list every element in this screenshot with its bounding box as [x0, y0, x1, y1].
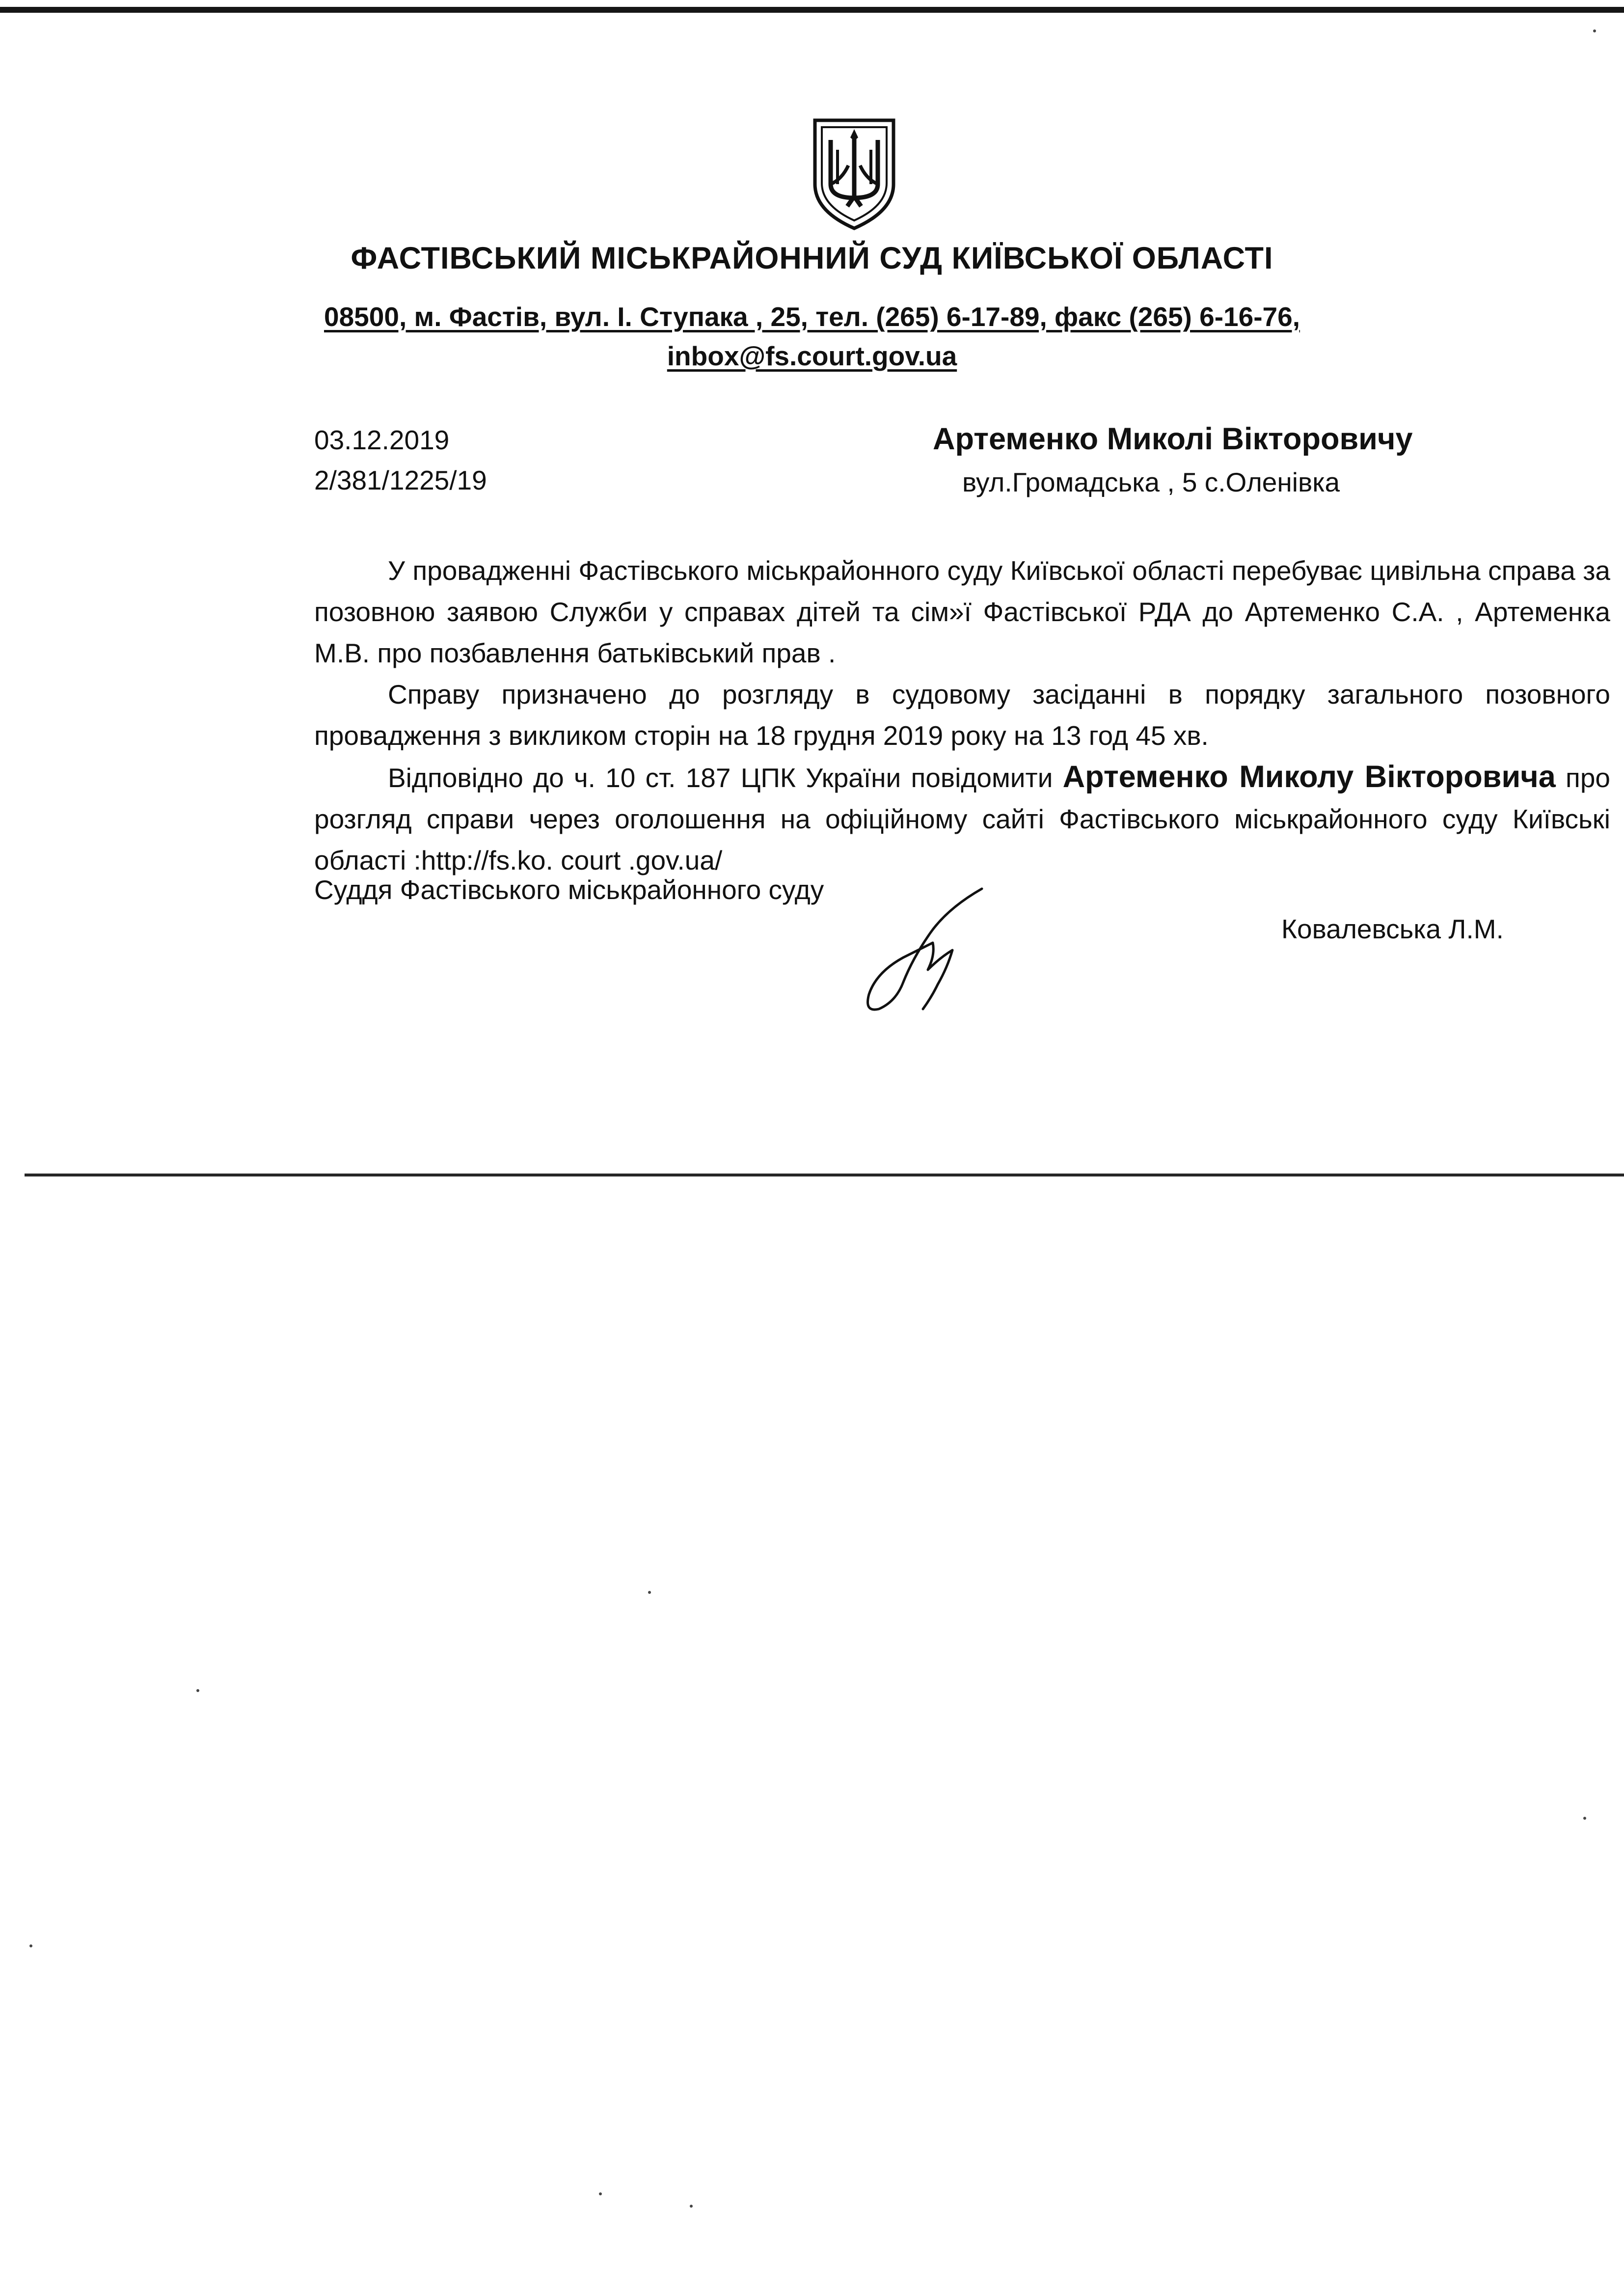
trident-coat-of-arms-icon — [805, 110, 903, 233]
court-address — [0, 297, 1624, 376]
scan-speck — [29, 1944, 32, 1947]
letter-body — [314, 550, 1610, 881]
judge-title: Суддя Фастівського міськрайонного суду — [314, 875, 824, 905]
body-paragraph-3 — [314, 756, 1610, 881]
body-paragraph-3-intro: Відповідно до ч. 10 ст. 187 ЦПК України повідомити — [388, 763, 1053, 793]
scan-speck — [196, 1689, 199, 1692]
separator-line — [25, 1174, 1624, 1176]
body-paragraph-1: У провадженні Фастівського міськрайонного суду Київської області перебуває цивільна справа за позовною заявою Служби у справах дітей та сім»ї Фастівської РДА до Артеменко С.А. , Артеменка М.В. про позбавлення батьківський прав . — [314, 555, 1610, 668]
court-name: ФАСТІВСЬКИЙ МІСЬКРАЙОННИЙ СУД КИЇВСЬКОЇ ОБЛАСТІ — [351, 241, 1273, 275]
handwritten-signature-icon — [849, 884, 997, 1021]
court-address-line-1: 08500, м. Фастів, вул. І. Ступака , 25, тел. (265) 6-17-89, факс (265) 6-16-76, — [324, 301, 1300, 332]
recipient-block — [933, 417, 1413, 504]
document-date: 03.12.2019 — [314, 425, 450, 455]
scan-speck — [1593, 29, 1596, 32]
recipient-name: Артеменко Миколі Вікторовичу — [933, 422, 1413, 456]
top-border-line — [0, 7, 1624, 13]
recipient-address: вул.Громадська , 5 с.Оленівка — [962, 467, 1340, 497]
judge-name: Ковалевська Л.М. — [1281, 914, 1504, 944]
document-meta — [314, 420, 487, 500]
scan-speck — [1583, 1817, 1586, 1820]
body-paragraph-3-rest: про розгляд справи через оголошення на офіційному сайті Фастівського міськрайонного суду Київські області :http://fs.ko. court .gov.ua/ — [314, 763, 1610, 875]
court-email-link[interactable]: inbox@fs.court.gov.ua — [667, 341, 957, 371]
body-paragraph-2: Справу призначено до розгляду в судовому засіданні в порядку загального позовного провадження з викликом сторін на 18 грудня 2019 року на 13 год 45 хв. — [314, 679, 1610, 751]
scan-speck — [648, 1591, 651, 1594]
scan-speck — [599, 2192, 602, 2195]
defendant-name: Артеменко Миколу Вікторовича — [1062, 760, 1556, 794]
document-reference: 2/381/1225/19 — [314, 465, 487, 495]
scan-speck — [690, 2205, 693, 2208]
